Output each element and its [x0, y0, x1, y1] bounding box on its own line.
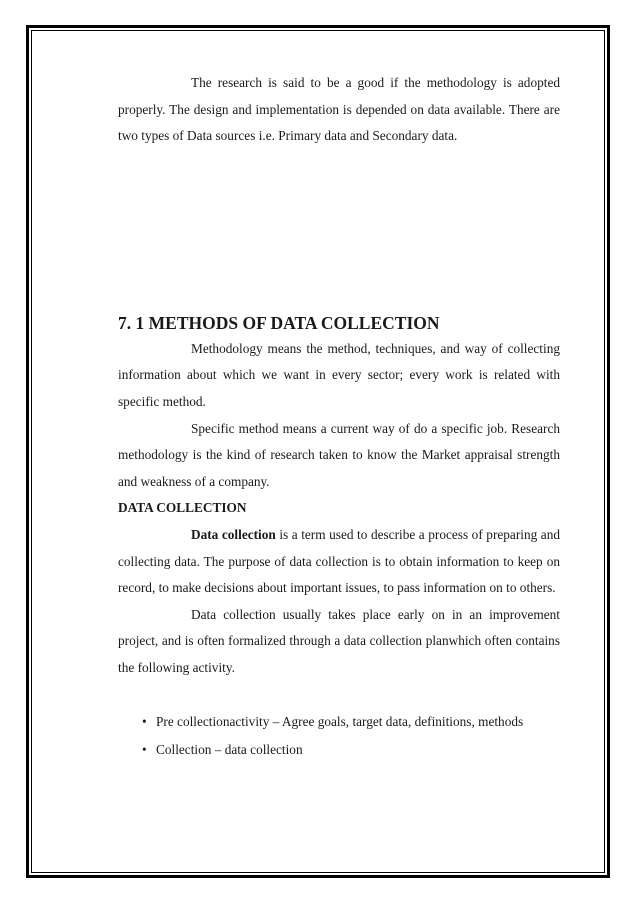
intro-paragraph: The research is said to be a good if the methodology is adopted properly. The design and implementation is depended on data available. There are two types of Data sources i.e. Primary data and Secondary data. — [118, 75, 560, 144]
list-item: • Collection – data collection — [142, 736, 560, 764]
specific-method-paragraph: Specific method means a current way of do a specific job. Research methodology is the kind of research taken to know the Market appraisal strength and weakness of a company. — [118, 420, 560, 489]
data-collection-text: is a term used to describe a process of preparing and collecting data. The purpose of data collection is to obtain information to keep on record, to make decisions about important issues, to pass information on to others. — [118, 526, 560, 596]
document-body — [118, 70, 560, 764]
list-item: • Pre collectionactivity – Agree goals, target data, definitions, methods — [142, 708, 560, 736]
improvement-paragraph: Data collection usually takes place early on in an improvement project, and is often formalized through a data collection planwhich often contains the following activity. — [118, 606, 560, 675]
section-heading: 7. 1 METHODS OF DATA COLLECTION — [118, 312, 440, 333]
data-collection-subheading: DATA COLLECTION — [118, 500, 247, 516]
activity-list — [118, 708, 560, 764]
methodology-paragraph: Methodology means the method, techniques, and way of collecting information about which we want in every sector; every work is related with specific method. — [118, 340, 560, 409]
data-collection-term: Data collection — [191, 526, 276, 542]
data-collection-paragraph — [118, 522, 560, 602]
